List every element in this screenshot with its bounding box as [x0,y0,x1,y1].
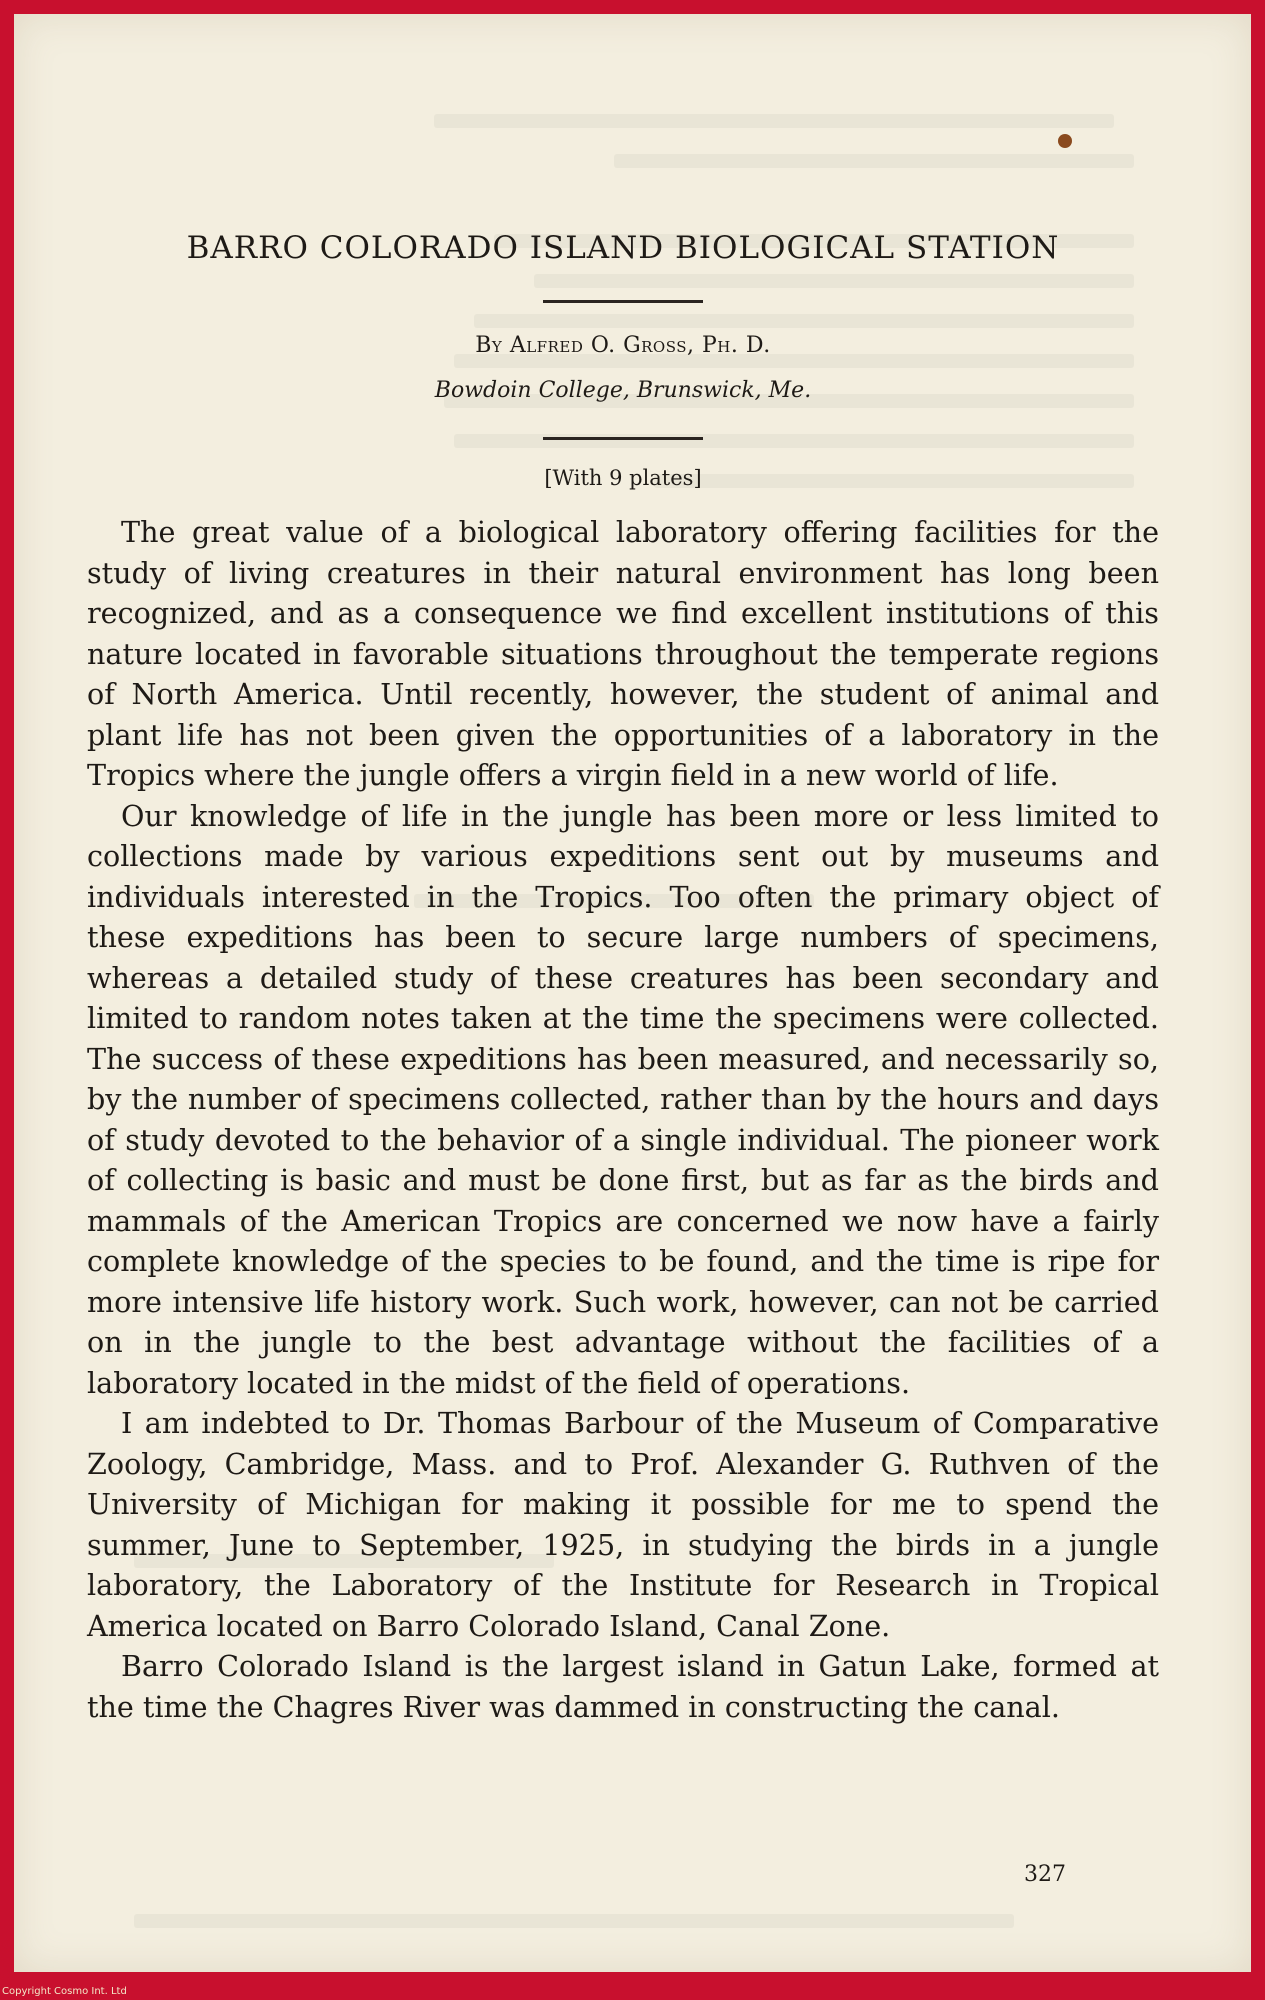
document-page [14,14,1251,1972]
ink-spot [1058,134,1072,148]
article-body [87,512,1159,1727]
paragraph: Barro Colorado Island is the largest island in Gatun Lake, formed at the time the Chagres River was dammed in constructing the canal. [87,1649,1159,1724]
author-affiliation: Bowdoin College, Brunswick, Me. [434,378,812,403]
page-number: 327 [1024,1862,1066,1887]
paragraph: I am indebted to Dr. Thomas Barbour of the Museum of Comparative Zoology, Cambridge, Mass. and to Prof. Alexander G. Ruthven of the University of Michigan for making it possible for me to spend the summer, June to September, 1925, in studying the birds in a jungle laboratory, the Laboratory of the Institute for Research in Tropical America located on Barro Colorado Island, Canal Zone. [87,1406,1159,1643]
author-byline: By Alfred O. Gross, Ph. D. [475,333,771,358]
paragraph: Our knowledge of life in the jungle has been more or less limited to collections made by various expeditions sent out by museums and individuals interested in the Tropics. Too often the primary object of these expeditions has been to secure large numbers of specimens, whereas a detailed study of these creatures has been secondary and limited to random notes taken at the time the specimens were collected. The success of these expeditions has been measured, and necessarily so, by the number of specimens collected, rather than by the hours and days of study devoted to the behavior of a single individual. The pioneer work of collecting is basic and must be done first, but as far as the birds and mammals of the American Tropics are concerned we now have a fairly complete knowledge of the species to be found, and the time is ripe for more intensive life history work. Such work, however, can not be carried on in the jungle to the best advantage without the facilities of a laboratory located in the midst of the field of operations. [87,798,1159,1400]
copyright-notice: Copyright Cosmo Int. Ltd [2,1986,127,1997]
title-divider [543,300,703,303]
article-title: BARRO COLORADO ISLAND BIOLOGICAL STATION [186,230,1060,266]
byline-divider [543,437,703,440]
paragraph: The great value of a biological laboratory offering facilities for the study of living creatures in their natural environment has long been recognized, and as a consequence we find excellent institutions of this nature located in favorable situations throughout the temperate regions of North America. Until recently, however, the student of animal and plant life has not been given the opportunities of a laboratory in the Tropics where the jungle offers a virgin field in a new world of life. [87,515,1159,792]
article-content [87,214,1159,1727]
plates-note: [With 9 plates] [544,466,702,490]
